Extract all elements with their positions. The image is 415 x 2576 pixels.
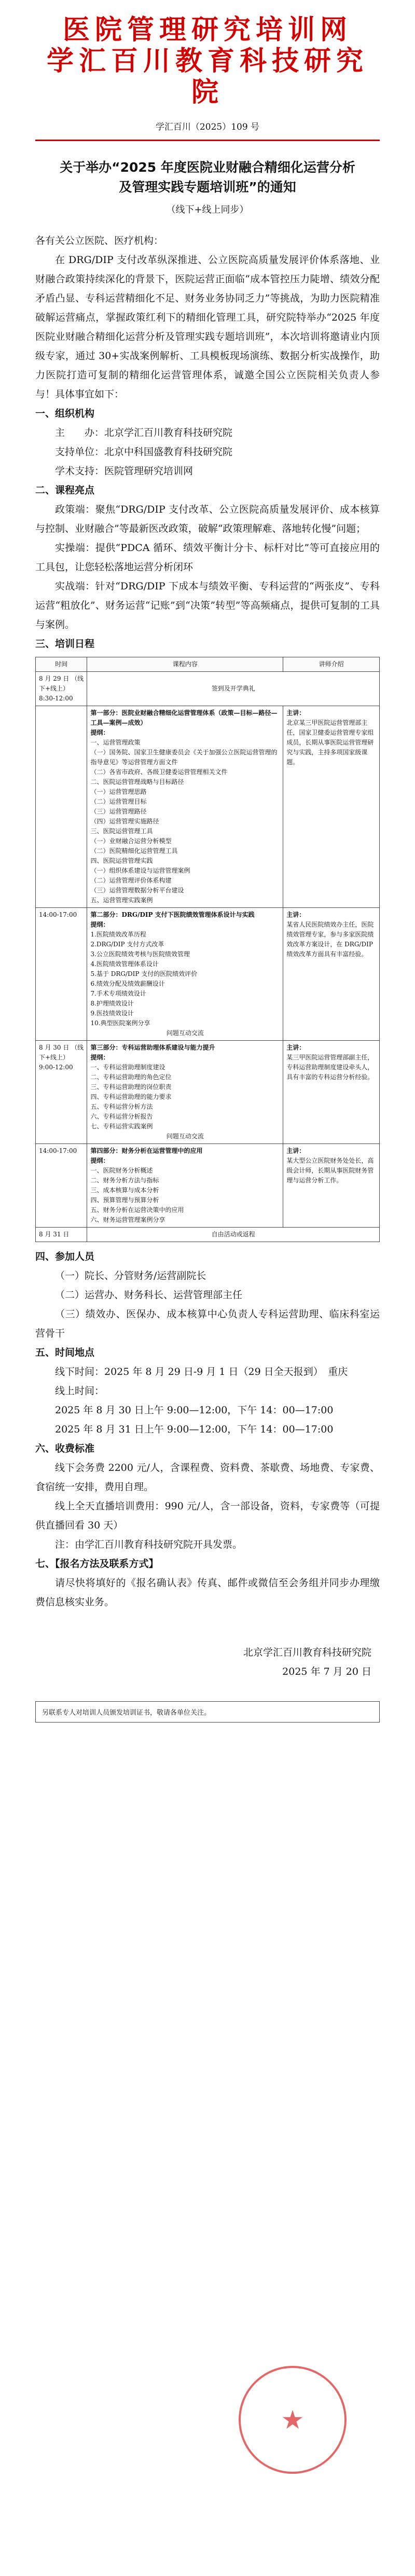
header-lecturer: 讲师介绍 [283,657,380,672]
module4-line: 四、预算管理与预算分析 [90,1196,159,1204]
day1-time-a: 8:30-12:00 [39,695,73,702]
module2-content [87,908,283,1041]
day3-date: 8 月 31 日 [39,1231,70,1238]
online-day2: 2025 年 8 月 31 日上午 9:00—12:00，下午 14：00—17:00 [55,1424,334,1435]
module1-content [87,706,283,908]
module2-line: 8.护理绩效设计 [90,1000,134,1007]
document-number: 学汇百川（2025）109 号 [155,122,260,132]
module2-line: 6.绩效分配及绩效薪酬设计 [90,980,165,987]
footer-note: 另联系专人对培训人员颁发培训证书，敬请各单位关注。 [35,1701,380,1723]
online-time: 线上时间： [55,1385,105,1397]
lecturer1-cell [283,706,380,908]
section2-heading: 二、课程亮点 [35,485,95,496]
lecturer2-title: 主讲： [286,911,306,918]
lecturer3-title: 主讲： [286,1044,306,1051]
module4-line: 六、财务运营管理案例分享 [90,1216,165,1223]
module2-line: 7.手术专项绩效设计 [90,990,146,997]
online-fee: 线上全天直播培训费用：990 元/人，含一部设备，资料，专家费等（可提供直播回看 30 天） [35,1500,380,1531]
module1-line: （一）业财融合运营分析模型 [90,837,172,845]
day1-time-b: 14:00-17:00 [39,911,77,918]
support-line: 支持单位：北京中科国盛教育科技研究院 [55,446,233,458]
lecturer1-bio: 北京某三甲医院运营管理部主任，国家卫健委运营管理专家组成员，长期从事医院运营管理研究与实践，主持多项国家级课题。 [286,719,374,766]
signin-cell: 签到及开学典礼 [87,672,380,706]
host-line: 主 办：北京学汇百川教育科技研究院 [55,427,233,438]
module2-title: 第二部分：DRG/DIP 支付下医院绩效管理体系设计与实践 [90,911,255,918]
day2-time-b: 14:00-17:00 [39,1147,77,1154]
schedule-header-row [36,657,380,672]
header-time: 时间 [36,657,87,672]
module3-line: 二、专科运营助理的角色定位 [90,1073,172,1081]
module4-line: 三、成本核算与成本分析 [90,1187,159,1194]
self-study-cell: 自由活动或返程 [87,1228,380,1242]
module1-line: （二）运营管理目标 [90,798,147,805]
module2-line: 5.基于 DRG/DIP 支付的医院绩效评价 [90,970,198,977]
attendee-3: （三）绩效办、医保办、成本核算中心负责人专科运营助理、临床科室运营骨干 [35,1308,380,1339]
module1-line: （二）各省市政府、各级卫健委运营管理相关文件 [90,768,228,776]
module1-line: （二）运营管理评价体系构建 [90,877,172,884]
module2-line: 1.医院绩效改革历程 [90,931,146,938]
attendee-1: （一）院长、分管财务/运营副院长 [55,1270,206,1282]
module1-sub: 提纲： [90,729,109,736]
day1-date: 8 月 29 日 （线下+线上） [39,675,84,692]
registration-text: 请尽快将填好的《报名确认表》传真、邮件或微信至会务组并同步办理缴费信息核实业务。 [35,1577,380,1608]
module1-line: （一）国务院、国家卫生健康委员会《关于加强公立医院运营管理的指导意见》等运营管理方面文件 [90,749,278,766]
schedule-table [35,657,380,1242]
day2-date: 8 月 30 日 （线下+线上） [39,1044,84,1061]
offline-time: 线下时间：2025 年 8 月 29 日-9 月 1 日（29 日全天报到） 重庆 [55,1366,348,1377]
module3-list [90,1063,280,1132]
lecturer4-title: 主讲： [286,1147,306,1154]
module1-list [90,738,280,905]
module1-line: 五、运营管理实践案例 [90,897,153,904]
lecturer1-title: 主讲： [286,709,306,717]
lecturer3-cell [283,1041,380,1144]
fee-note: 注：由学汇百川教育科技研究院开具发票。 [55,1539,243,1550]
module3-line: 四、专科运营助理的能力要求 [90,1093,172,1100]
section7-heading: 七、【报名方法及联系方式】 [35,1558,159,1569]
module3-content [87,1041,283,1144]
module3-title: 第三部分：专科运营助理体系建设与能力提升 [90,1044,215,1051]
module2-line: 10.典型医院案例分享 [90,1020,150,1027]
module4-list [90,1166,280,1225]
notice-title-line2: 及管理实践专题培训班”的通知 [119,180,296,195]
module2-sub: 提纲： [90,921,109,928]
row-module1 [36,706,380,908]
module4-line: 五、财务分析在运营决策中的应用 [90,1206,184,1214]
header-title-line2: 学汇百川教育科技研究院 [46,46,368,108]
lecturer4-cell [283,1144,380,1228]
module1-line: （三）运营管理数据分析平台建设 [90,887,184,894]
module3-line: 一、专科运营助理制度建设 [90,1064,165,1071]
module3-line: 七、专科运营实践案例 [90,1123,153,1130]
module1-title: 第一部分：医院业财融合精细化运营管理体系（政策—目标—路径—工具—案例—成效） [90,709,278,726]
module3-line: 三、专科运营助理的岗位职责 [90,1083,172,1091]
module1-line: （三）运营管理路径 [90,808,147,815]
module4-line: 一、医院财务分析概述 [90,1167,153,1174]
module4-time-cell [36,1144,87,1228]
highlight-policy: 政策端：聚焦“DRG/DIP 支付改革、公立医院高质量发展评价、成本核算与控制、业财融合”等最新医改政策，破解“政策理解难、落地转化慢”问题； [35,504,380,534]
module1-line: （四）运营管理实施路径 [90,818,159,825]
module3-sub: 提纲： [90,1054,109,1061]
section3-heading: 三、培训日程 [35,638,95,650]
lecturer3-bio: 某三甲医院运营管理部副主任，专科运营助理制度建设牵头人，具有丰富的专科运营分析经验。 [286,1054,374,1081]
module4-title: 第四部分：财务分析在运营管理中的应用 [90,1147,203,1154]
official-seal [239,2366,347,2474]
section5-heading: 五、时间地点 [35,1347,95,1358]
qa2: 问题互动交流 [166,1133,204,1140]
module4-line: 二、财务分析方法与指标 [90,1177,159,1184]
row-module3 [36,1041,380,1144]
header-content: 课程内容 [87,657,283,672]
module3-line: 六、专科运营分析报告 [90,1113,153,1120]
attendee-2: （二）运营办、财务科长、运营管理部主任 [55,1289,243,1301]
module2-list [90,930,280,1028]
module1-line: （一）运营管理思路 [90,788,147,795]
module1-line: （一）组织体系建设与运营管理案例 [90,867,190,874]
day1-date-cell [36,672,87,706]
highlight-reform: 实战端：针对“DRG/DIP 下成本与绩效平衡、专科运营的“两张皮”、专科运营“粗放化”、财务运营“记账”到“决策”转型”等高频痛点，提供可复制的工具与案例。 [35,581,380,630]
module1-line: 二、医院运营管理战略与目标路径 [90,778,184,786]
lecturer2-bio: 某省人民医院绩效办主任，医院绩效管理专家，参与多家医院绩效改革方案设计，在 DRG/DIP 绩效改革方面具有丰富经验。 [286,921,374,958]
section6-heading: 六、收费标准 [35,1443,95,1454]
signature-date: 2025 年 7 月 20 日 [282,1666,371,1677]
notice-subtitle: （线下+线上同步） [166,204,249,215]
offline-fee: 线下会务费 2200 元/人，含课程费、资料费、茶歇费、场地费、专家费、食宿统一安排，费用自理。 [35,1462,380,1493]
module2-time-cell [36,908,87,1041]
section4-heading: 四、参加人员 [35,1251,95,1262]
row-day3 [36,1228,380,1242]
row-module2 [36,908,380,1041]
day3-cell [36,1228,87,1242]
module1-time-cell [36,706,87,908]
day2-time-a: 9:00-12:00 [39,1064,73,1071]
module1-line: 三、医院运营管理工具 [90,828,153,835]
module2-line: 9.医技绩效设计 [90,1010,134,1017]
module3-line: 五、专科运营分析方法 [90,1103,153,1110]
seal-star-icon: ★ [281,2405,305,2435]
module2-line: 2.DRG/DIP 支付方式改革 [90,941,164,948]
salutation: 各有关公立医院、医疗机构： [35,235,164,246]
qa1: 问题互动交流 [166,1029,204,1037]
header-title-line1: 医院管理研究培训网 [62,15,352,46]
module3-time-cell [36,1041,87,1144]
module1-line: （二）医院精细化运营管理工具 [90,847,178,855]
online-day1: 2025 年 8 月 30 日上午 9:00—12:00，下午 14：00—17:00 [55,1404,334,1416]
module4-sub: 提纲： [90,1157,109,1164]
red-divider [35,140,380,141]
row-day1-signin [36,672,380,706]
signature-org: 北京学汇百川教育科技研究院 [243,1647,371,1658]
lecturer2-cell [283,908,380,1041]
module1-line: 四、医院运营管理实践 [90,857,153,864]
row-module4 [36,1144,380,1228]
lecturer4-bio: 某大型公立医院财务处处长，高级会计师，长期从事医院财务管理与运营分析工作。 [286,1157,374,1184]
intro-paragraph: 在 DRG/DIP 支付改革纵深推进、公立医院高质量发展评价体系落地、业财融合政策持续深化的背景下，医院运营正面临“成本管控压力陡增、绩效分配矛盾凸显、专科运营精细化不足、财务业务协同乏力”等挑战，为助力医院精准破解运营痛点，掌握政策红利下的精细化管理工具，研究院特举办“2025 年度医院业财融合精细化运营分析及管理实践专题培训班”，本次培训将邀请业内顶级专家，通过 30+实战案例解析、工具模板现场演练、数据分析实战操作，助力医院打造可复制的精细化运营管理体系，诚邀全国公立医院相关负责人参与！具体事宜如下： [35,254,380,400]
academic-line: 学术支持：医院管理研究培训网 [55,465,193,477]
highlight-practice: 实操端：提供“PDCA 循环、绩效平衡计分卡、标杆对比”等可直接应用的工具包，让您轻松落地运营分析闭环 [35,542,380,573]
module2-line: 3.公立医院绩效考核与医院绩效管理 [90,950,190,958]
module4-content [87,1144,283,1228]
module1-line: 一、运营管理政策 [90,739,141,746]
section1-heading: 一、组织机构 [35,408,95,419]
notice-title-line1: 关于举办“2025 年度医院业财融合精细化运营分析 [60,160,355,175]
module2-line: 4.医院绩效管理体系设计 [90,960,159,968]
